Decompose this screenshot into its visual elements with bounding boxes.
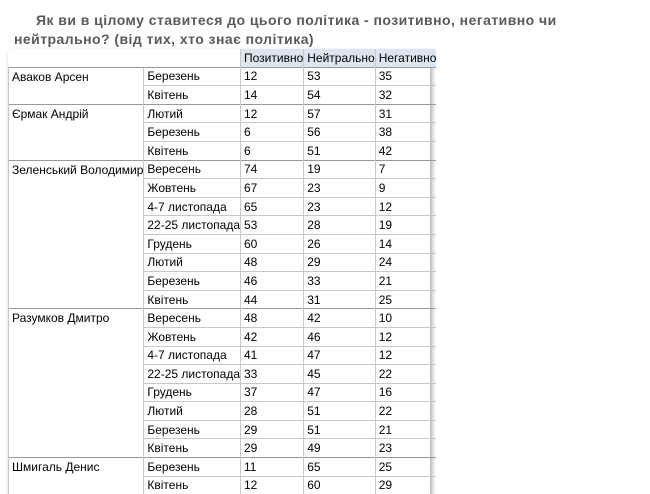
survey-table-container xyxy=(8,49,437,494)
neutral-cell: 26 xyxy=(304,234,375,253)
positive-cell: 6 xyxy=(241,141,304,160)
table-row xyxy=(9,67,437,86)
neutral-cell: 53 xyxy=(304,67,375,86)
politician-name: Аваков Арсен xyxy=(9,67,144,104)
positive-cell: 48 xyxy=(241,253,304,272)
table-header-row xyxy=(9,49,437,67)
period-cell: 22-25 листопада xyxy=(144,216,241,235)
period-cell: Квітень xyxy=(144,141,241,160)
positive-cell: 12 xyxy=(241,476,304,494)
neutral-cell: 60 xyxy=(304,476,375,494)
table-row xyxy=(9,104,437,123)
period-cell: 22-25 листопада xyxy=(144,365,241,384)
period-cell: Березень xyxy=(144,67,241,86)
negative-cell: 24 xyxy=(375,253,436,272)
neutral-cell: 56 xyxy=(304,123,375,142)
negative-cell: 9 xyxy=(375,179,436,198)
negative-cell: 12 xyxy=(375,327,436,346)
politician-name: Шмигаль Денис xyxy=(9,458,144,494)
neutral-cell: 51 xyxy=(304,141,375,160)
neutral-cell: 54 xyxy=(304,86,375,105)
positive-cell: 48 xyxy=(241,309,304,328)
neutral-cell: 23 xyxy=(304,179,375,198)
negative-cell: 21 xyxy=(375,272,436,291)
neutral-cell: 19 xyxy=(304,160,375,179)
positive-cell: 67 xyxy=(241,179,304,198)
politician-name: Зеленський Володимир xyxy=(9,160,144,309)
period-cell: Грудень xyxy=(144,234,241,253)
positive-cell: 12 xyxy=(241,67,304,86)
period-cell: Березень xyxy=(144,123,241,142)
period-cell: Вересень xyxy=(144,309,241,328)
neutral-cell: 28 xyxy=(304,216,375,235)
period-cell: Жовтень xyxy=(144,327,241,346)
positive-cell: 60 xyxy=(241,234,304,253)
table-row xyxy=(9,160,437,179)
negative-cell: 21 xyxy=(375,420,436,439)
neutral-cell: 49 xyxy=(304,439,375,458)
neutral-cell: 29 xyxy=(304,253,375,272)
header-negative: Негативно xyxy=(375,49,436,67)
neutral-cell: 23 xyxy=(304,197,375,216)
period-cell: Вересень xyxy=(144,160,241,179)
neutral-cell: 51 xyxy=(304,420,375,439)
period-cell: Березень xyxy=(144,420,241,439)
positive-cell: 29 xyxy=(241,420,304,439)
negative-cell: 14 xyxy=(375,234,436,253)
neutral-cell: 57 xyxy=(304,104,375,123)
neutral-cell: 42 xyxy=(304,309,375,328)
neutral-cell: 47 xyxy=(304,383,375,402)
positive-cell: 74 xyxy=(241,160,304,179)
positive-cell: 53 xyxy=(241,216,304,235)
negative-cell: 19 xyxy=(375,216,436,235)
table-row xyxy=(9,458,437,477)
politician-name: Єрмак Андрій xyxy=(9,104,144,160)
header-neutral: Нейтрально xyxy=(304,49,375,67)
period-cell: Квітень xyxy=(144,439,241,458)
politician-name: Разумков Дмитро xyxy=(9,309,144,458)
neutral-cell: 45 xyxy=(304,365,375,384)
table-row xyxy=(9,309,437,328)
table-body xyxy=(9,67,437,494)
negative-cell: 16 xyxy=(375,383,436,402)
period-cell: Жовтень xyxy=(144,179,241,198)
period-cell: Лютий xyxy=(144,253,241,272)
period-cell: Грудень xyxy=(144,383,241,402)
positive-cell: 37 xyxy=(241,383,304,402)
positive-cell: 42 xyxy=(241,327,304,346)
neutral-cell: 31 xyxy=(304,290,375,309)
negative-cell: 38 xyxy=(375,123,436,142)
positive-cell: 29 xyxy=(241,439,304,458)
positive-cell: 46 xyxy=(241,272,304,291)
positive-cell: 28 xyxy=(241,402,304,421)
header-positive: Позитивно xyxy=(241,49,304,67)
positive-cell: 14 xyxy=(241,86,304,105)
header-politician xyxy=(9,49,144,67)
negative-cell: 22 xyxy=(375,402,436,421)
neutral-cell: 51 xyxy=(304,402,375,421)
positive-cell: 11 xyxy=(241,458,304,477)
negative-cell: 35 xyxy=(375,67,436,86)
negative-cell: 23 xyxy=(375,439,436,458)
negative-cell: 7 xyxy=(375,160,436,179)
negative-cell: 12 xyxy=(375,346,436,365)
period-cell: Квітень xyxy=(144,86,241,105)
page-title: Як ви в цілому ставитеся до цього політика - позитивно, негативно чи нейтрально? (від тих, хто знає політика) xyxy=(14,12,557,47)
neutral-cell: 46 xyxy=(304,327,375,346)
positive-cell: 33 xyxy=(241,365,304,384)
negative-cell: 10 xyxy=(375,309,436,328)
period-cell: Квітень xyxy=(144,290,241,309)
negative-cell: 42 xyxy=(375,141,436,160)
neutral-cell: 33 xyxy=(304,272,375,291)
header-period xyxy=(144,49,241,67)
positive-cell: 65 xyxy=(241,197,304,216)
period-cell: 4-7 листопада xyxy=(144,346,241,365)
negative-cell: 25 xyxy=(375,458,436,477)
period-cell: Березень xyxy=(144,272,241,291)
period-cell: 4-7 листопада xyxy=(144,197,241,216)
positive-cell: 12 xyxy=(241,104,304,123)
negative-cell: 31 xyxy=(375,104,436,123)
negative-cell: 12 xyxy=(375,197,436,216)
positive-cell: 41 xyxy=(241,346,304,365)
neutral-cell: 65 xyxy=(304,458,375,477)
period-cell: Березень xyxy=(144,458,241,477)
negative-cell: 32 xyxy=(375,86,436,105)
period-cell: Квітень xyxy=(144,476,241,494)
negative-cell: 25 xyxy=(375,290,436,309)
negative-cell: 29 xyxy=(375,476,436,494)
period-cell: Лютий xyxy=(144,104,241,123)
positive-cell: 6 xyxy=(241,123,304,142)
positive-cell: 44 xyxy=(241,290,304,309)
negative-cell: 22 xyxy=(375,365,436,384)
survey-table xyxy=(8,49,436,494)
neutral-cell: 47 xyxy=(304,346,375,365)
period-cell: Лютий xyxy=(144,402,241,421)
